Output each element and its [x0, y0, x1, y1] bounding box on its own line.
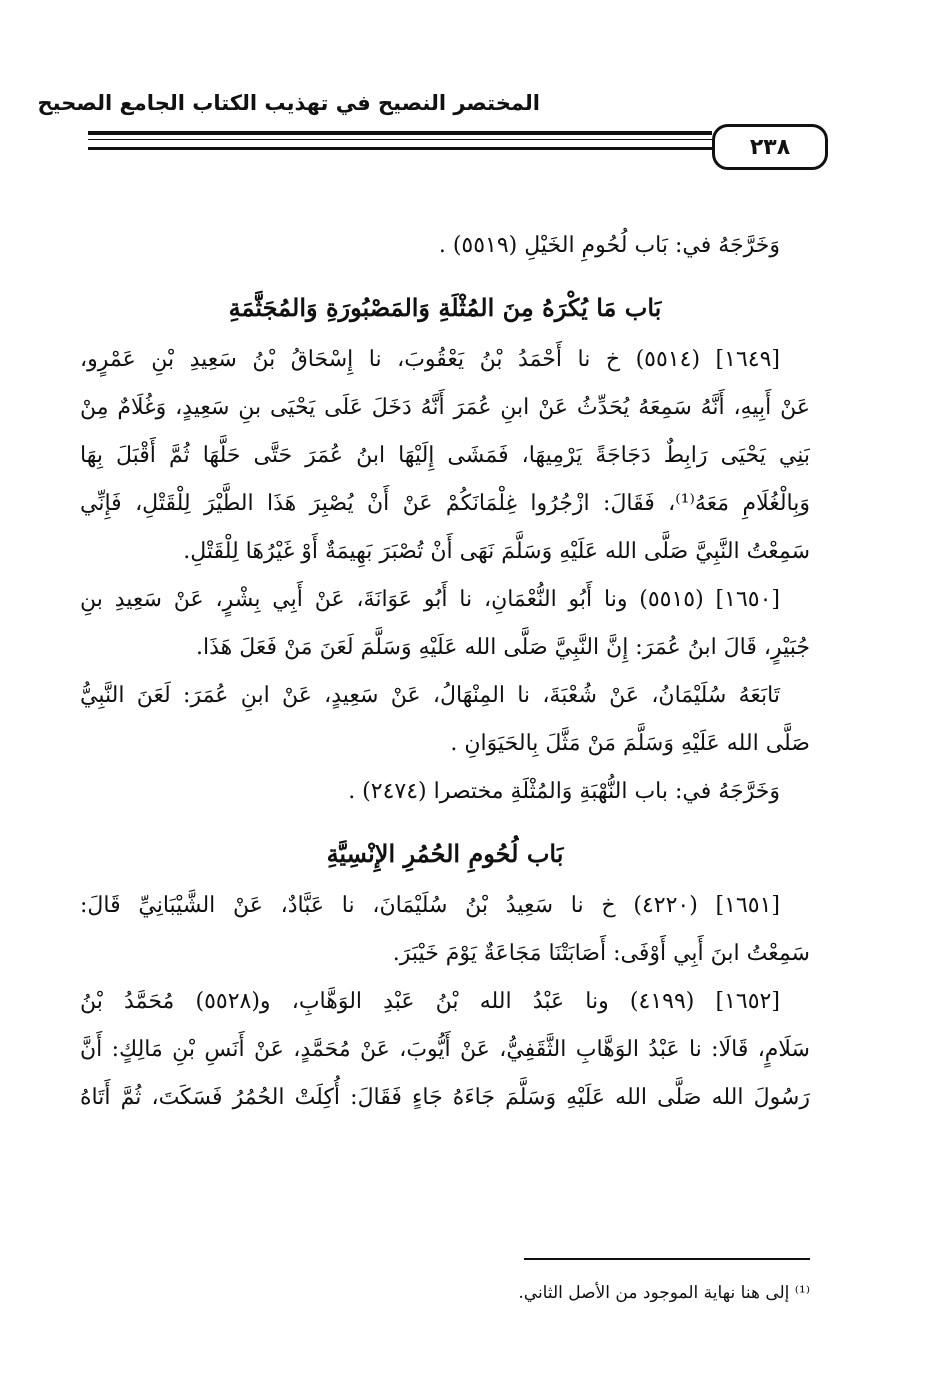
body-text: [80, 222, 810, 1122]
text-line: وَبِالْغُلَامِ مَعَهُ⁽¹⁾، فَقَالَ: ازْجُرُوا غِلْمَانَكُمْ عَنْ أَنْ يُصْبِرَ هَذَا الطَّيْرَ لِلْقَتْلِ، فَإِنِّي: [80, 491, 810, 516]
header-rule-bottom: [88, 147, 712, 150]
text-line: [١٦٤٩] (٥٥١٤) خ نا أَحْمَدُ بْنُ يَعْقُوبَ، نا إِسْحَاقُ بْنُ سَعِيدِ بْنِ عَمْرٍو،: [80, 347, 780, 372]
text-line: [١٦٥٠] (٥٥١٥) ونا أَبُو النُّعْمَانِ، نا أَبُو عَوَانَةَ، عَنْ أَبِي بِشْرٍ، عَنْ سَعِيدِ بنِ: [80, 587, 780, 612]
text-line: [١٦٥٢] (٤١٩٩) ونا عَبْدُ الله بْنُ عَبْدِ الوَهَّابِ، و(٥٥٢٨) مُحَمَّدُ بْنُ: [80, 989, 780, 1014]
text-line: سَمِعْتُ النَّبِيَّ صَلَّى الله عَلَيْهِ وَسَلَّمَ نَهَى أَنْ تُصْبَرَ بَهِيمَةٌ أَوْ غَيْرُهَا لِلْقَتْلِ.: [183, 539, 810, 564]
header-rule-thin: [88, 139, 712, 140]
footnote-rule: [524, 1258, 810, 1260]
text-line: سَلَامٍ، قَالَا: نا عَبْدُ الوَهَّابِ الثَّقَفِيُّ، عَنْ أَيُّوبَ، عَنْ مُحَمَّدٍ، عَنْ أَنَسِ بْنِ مَالِكٍ: أَنَّ: [80, 1037, 810, 1062]
section-heading: بَاب لُحُومِ الحُمُرِ الإِنْسِيَّةِ: [326, 839, 564, 868]
text-line: جُبَيْرٍ، قَالَ ابنُ عُمَرَ: إِنَّ النَّبِيَّ صَلَّى الله عَلَيْهِ وَسَلَّمَ لَعَنَ مَنْ فَعَلَ هَذَا.: [196, 635, 810, 660]
page-number: ٢٣٨: [712, 124, 828, 170]
text-line: عَنْ أَبِيهِ، أَنَّهُ سَمِعَهُ يُحَدِّثُ عَنْ ابنِ عُمَرَ أَنَّهُ دَخَلَ عَلَى يَحْيَى بنِ سَعِيدٍ، وَغُلَامٌ مِنْ: [80, 395, 810, 420]
text-line: وَخَرَّجَهُ في: بَاب لُحُومِ الخَيْلِ (٥٥١٩) .: [438, 233, 780, 258]
text-line: رَسُولَ الله صَلَّى الله عَلَيْهِ وَسَلَّمَ جَاءَهُ جَاءٍ فَقَالَ: أُكِلَتْ الحُمُرُ فَسَكَتَ، ثُمَّ أَتَاهُ: [80, 1085, 810, 1110]
footnote: ⁽¹⁾ إلى هنا نهاية الموجود من الأصل الثاني.: [518, 1283, 810, 1303]
text-line: تَابَعَهُ سُلَيْمَانُ، عَنْ شُعْبَةَ، نا المِنْهَالُ، عَنْ سَعِيدٍ، عَنْ ابنِ عُمَرَ: لَعَنَ النَّبِيُّ: [80, 683, 780, 708]
text-line: [١٦٥١] (٤٢٢٠) خ نا سَعِيدُ بْنُ سُلَيْمَانَ، نا عَبَّادٌ، عَنْ الشَّيْبَانِيِّ قَالَ:: [80, 893, 780, 918]
text-line: بَنِي يَحْيَى رَابِطٌ دَجَاجَةً يَرْمِيهَا، فَمَشَى إِلَيْهَا ابنُ عُمَرَ حَتَّى حَلَّهَا ثُمَّ أَقْبَلَ بِهَا: [80, 443, 810, 468]
section-heading: بَاب مَا يُكْرَهُ مِنَ المُثْلَةِ وَالمَصْبُورَةِ وَالمُجَثَّمَةِ: [228, 293, 662, 322]
running-title: المختصر النصيح في تهذيب الكتاب الجامع الصحيح: [37, 91, 540, 115]
text-line: وَخَرَّجَهُ في: باب النُّهْبَةِ وَالمُثْلَةِ مختصرا (٢٤٧٤) .: [348, 779, 780, 804]
text-line: سَمِعْتُ ابنَ أَبِي أَوْفَى: أَصَابَتْنَا مَجَاعَةٌ يَوْمَ خَيْبَرَ.: [392, 941, 810, 966]
text-line: صَلَّى الله عَلَيْهِ وَسَلَّمَ مَنْ مَثَّلَ بِالحَيَوَانِ .: [450, 731, 810, 756]
header-rule-thick: [88, 131, 712, 135]
